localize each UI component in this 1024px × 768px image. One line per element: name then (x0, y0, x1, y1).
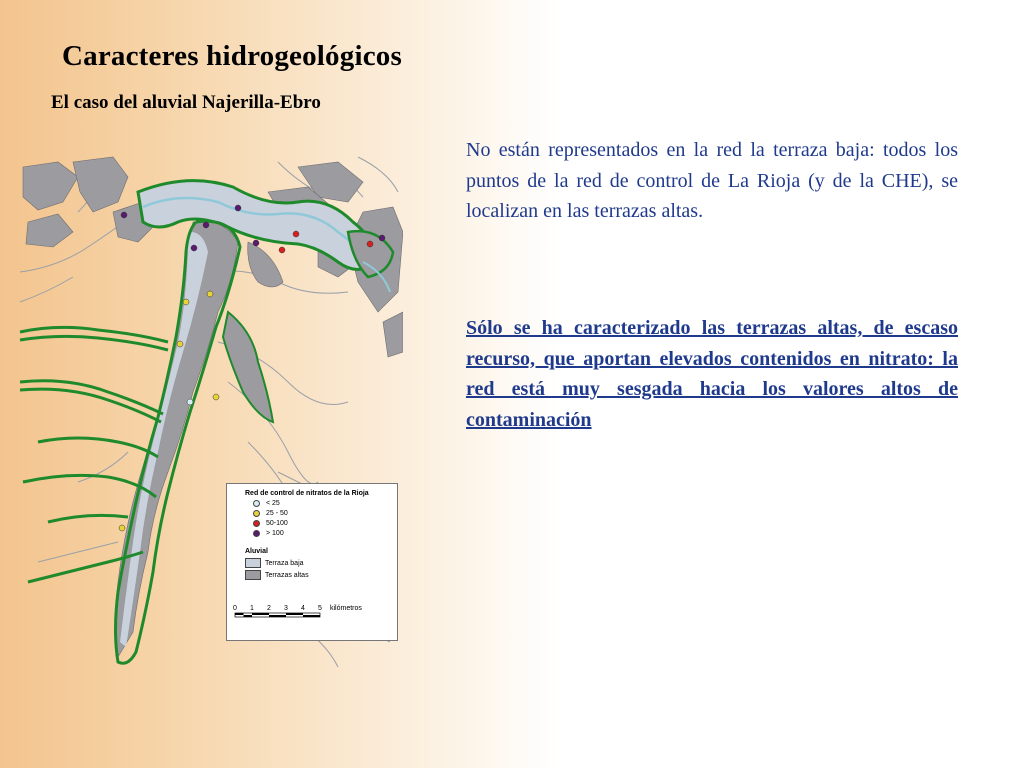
point-50-100 (367, 241, 373, 247)
point-50-100 (293, 231, 299, 237)
legend-title: Red de control de nitratos de la Rioja (245, 490, 369, 497)
legend-item-gt100: > 100 (253, 530, 284, 537)
point-gt100 (235, 205, 241, 211)
legend-item-50-100: 50-100 (253, 520, 288, 527)
terrazas-altas-swatch-icon (245, 570, 261, 580)
scale-tick: 4 (301, 605, 305, 612)
legend-aluvial-title: Aluvial (245, 548, 268, 555)
point-25-50 (213, 394, 219, 400)
legend-dot-icon (253, 510, 260, 517)
legend-dot-icon (253, 530, 260, 537)
legend-item-terraza-baja: Terraza baja (245, 558, 304, 568)
scale-tick: 0 (233, 605, 237, 612)
terrazas-altas-north-west (23, 157, 158, 247)
terraza-baja-swatch-icon (245, 558, 261, 568)
point-25-50 (177, 341, 183, 347)
legend-item-25-50: 25 - 50 (253, 510, 288, 517)
legend-dot-icon (253, 520, 260, 527)
point-25-50 (119, 525, 125, 531)
point-gt100 (253, 240, 259, 246)
map-legend (226, 483, 398, 641)
legend-item-lt25: < 25 (253, 500, 280, 507)
scale-bar (233, 602, 393, 632)
scale-tick: 1 (250, 605, 254, 612)
east-valley-terrazas (223, 312, 273, 422)
point-25-50 (207, 291, 213, 297)
scale-tick: 3 (284, 605, 288, 612)
paragraph-terraza-baja: No están representados en la red la terraza baja: todos los puntos de la red de control de La Rioja (y de la CHE), se localizan en las terrazas altas. (466, 139, 958, 223)
legend-dot-icon (253, 500, 260, 507)
point-gt100 (191, 245, 197, 251)
point-50-100 (279, 247, 285, 253)
scale-tick: 5 (318, 605, 322, 612)
point-25-50 (183, 299, 189, 305)
point-gt100 (203, 222, 209, 228)
page-subtitle: El caso del aluvial Najerilla-Ebro (51, 92, 321, 113)
legend-item-terrazas-altas: Terrazas altas (245, 570, 309, 580)
point-lt25 (187, 399, 193, 405)
paragraph-terrazas-altas: Sólo se ha caracterizado las terrazas altas, de escaso recurso, que aportan elevados contenidos en nitrato: la red está muy sesgada hacia los valores altos de contaminación (466, 317, 958, 431)
scale-tick: 2 (267, 605, 271, 612)
point-gt100 (121, 212, 127, 218)
point-gt100 (379, 235, 385, 241)
page-title: Caracteres hidrogeológicos (62, 40, 402, 72)
scale-unit: kilómetros (330, 605, 362, 612)
